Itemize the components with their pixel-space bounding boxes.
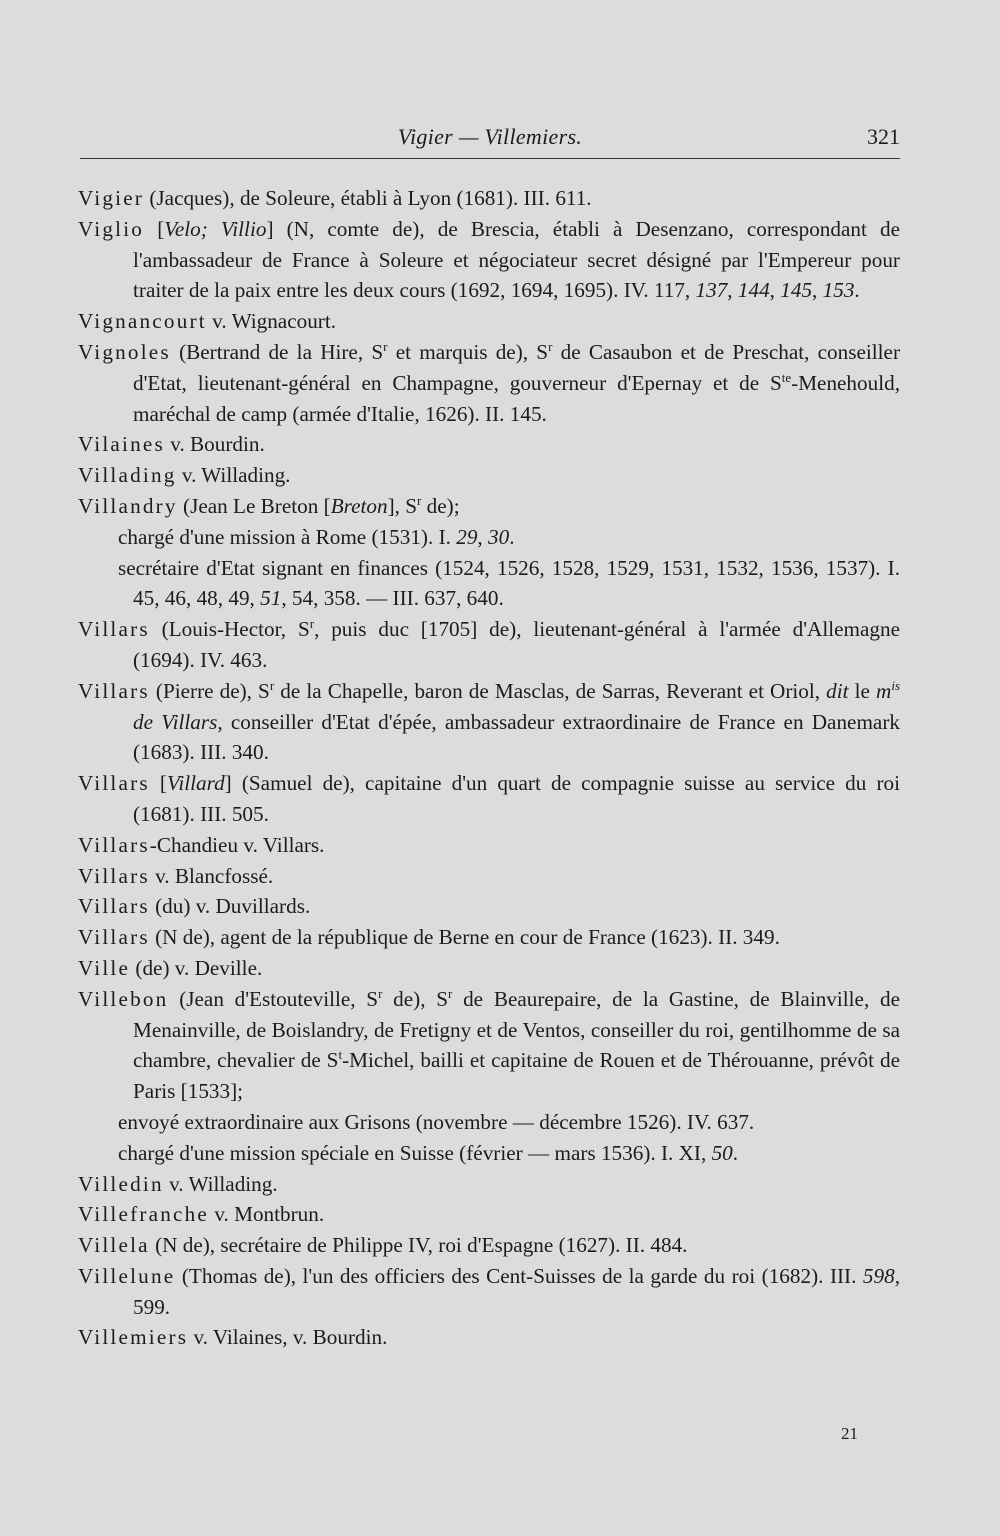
entry-text: (Jean d'Estouteville, $S^r$ de), $S^r$ de Beaurepaire, de la Gastine, de Blainville, de Menainville, de Boislandry, de Fretigny et de Ventos, conseiller du roi, gentilhomme de sa chambre, chevalier de $S^t$-Michel, bailli et capitaine de Rouen et de Thérouanne, prévôt de Paris [1533]; — [133, 985, 900, 1104]
entry-headword: Villandry — [78, 493, 178, 518]
index-entry — [78, 337, 900, 429]
index-entry — [78, 614, 900, 676]
index-entry — [78, 214, 900, 306]
entry-headword: Villefranche — [78, 1202, 210, 1227]
entry-text: [Villard] (Samuel de), capitaine d'un quart de compagnie suisse au service du roi (1681). III. 505. — [133, 771, 900, 826]
entry-text: (Thomas de), l'un des officiers des Cent-Suisses de la garde du roi (1682). III. 598, 599. — [133, 1263, 900, 1319]
index-entry — [78, 183, 900, 214]
index-entry — [78, 953, 900, 984]
index-entry — [78, 891, 900, 922]
page-number: 321 — [867, 124, 900, 149]
entry-text: secrétaire d'Etat signant en finances (1524, 1526, 1528, 1529, 1531, 1532, 1536, 1537). I. 45, 46, 48, 49, 51, 54, 358. — III. 637, 640. — [118, 555, 900, 611]
index-subentry — [78, 1107, 900, 1138]
entry-text: (du) v. Duvillards. — [149, 894, 311, 919]
entry-headword: Villebon — [78, 986, 169, 1011]
entry-text: (N de), secrétaire de Philippe IV, roi d'Espagne (1627). II. 484. — [149, 1233, 688, 1258]
index-entry — [78, 830, 900, 861]
index-entry — [78, 491, 900, 522]
index-entry — [78, 460, 900, 491]
entry-headword: Villedin — [78, 1171, 164, 1196]
index-entry — [78, 1230, 900, 1261]
index-entry — [78, 768, 900, 830]
entry-headword: Villars — [78, 925, 150, 950]
entry-text: -Chandieu v. Villars. — [149, 832, 325, 857]
entry-headword: Vignoles — [78, 339, 171, 364]
entry-text: (Bertrand de la Hire, $S^r$ et marquis de), $S^r$ de Casaubon et de Preschat, conseiller d'Etat, lieutenant-général en Champagne, gouverneur d'Epernay et de $S^{te}$-Menehould, maréchal de camp (armée d'Italie, 1626). II. 145. — [133, 338, 901, 426]
index-entry — [78, 984, 900, 1107]
entry-text: chargé d'une mission à Rome (1531). I. 29, 30. — [118, 524, 515, 549]
entry-text: (Pierre de), $S^r$ de la Chapelle, baron de Masclas, de Sarras, Reverant et Oriol, dit le $m^{is}$ de Villars, conseiller d'Etat d'épée, ambassadeur extraordinaire de France en Danemark (1683). III. 340. — [133, 677, 901, 765]
entry-headword: Villela — [78, 1233, 150, 1258]
index-subentry — [78, 1138, 900, 1169]
entry-text: (Jean Le Breton [Breton], $S^r$ de); — [177, 492, 460, 518]
index-entry — [78, 922, 900, 953]
entry-headword: Villading — [78, 463, 177, 488]
entry-headword: Villars — [78, 678, 150, 703]
entry-text: v. Wignacourt. — [206, 309, 337, 334]
entry-headword: Viglio — [78, 216, 145, 241]
index-entries — [78, 183, 900, 1353]
entry-text: envoyé extraordinaire aux Grisons (novembre — décembre 1526). IV. 637. — [118, 1109, 755, 1134]
entry-headword: Villars — [78, 863, 150, 888]
entry-text: (Louis-Hector, $S^r$, puis duc [1705] de), lieutenant-général à l'armée d'Allemagne (1694). IV. 463. — [133, 616, 901, 672]
entry-text: v. Vilaines, v. Bourdin. — [188, 1325, 388, 1350]
entry-text: (de) v. Deville. — [130, 955, 263, 980]
index-entry — [78, 861, 900, 892]
index-entry — [78, 1261, 900, 1323]
entry-text: v. Blancfossé. — [149, 863, 274, 888]
index-entry — [78, 306, 900, 337]
index-entry — [78, 429, 900, 460]
entry-headword: Villars — [78, 617, 150, 642]
entry-headword: Villars — [78, 832, 150, 857]
index-subentry — [78, 553, 900, 615]
running-header — [80, 124, 900, 159]
entry-text: [Velo; Villio] (N, comte de), de Brescia, établi à Desenzano, correspondant de l'ambassadeur de France à Soleure et négociateur secret désigné par l'Empereur pour traiter de la paix entre les deux cours (1692, 1694, 1695). IV. 117, 137, 144, 145, 153. — [133, 216, 900, 303]
entry-text: (N de), agent de la république de Berne en cour de France (1623). II. 349. — [149, 925, 780, 950]
entry-headword: Villemiers — [78, 1325, 189, 1350]
index-subentry — [78, 522, 900, 553]
entry-text: v. Bourdin. — [164, 432, 265, 457]
index-entry — [78, 676, 900, 768]
entry-text: (Jacques), de Soleure, établi à Lyon (1681). III. 611. — [144, 186, 592, 210]
running-title: Vigier — Villemiers. — [397, 124, 583, 149]
entry-headword: Vignancourt — [78, 309, 207, 334]
entry-text: v. Montbrun. — [209, 1202, 325, 1227]
index-entry — [78, 1199, 900, 1230]
entry-headword: Villars — [78, 771, 150, 796]
entry-text: chargé d'une mission spéciale en Suisse (février — mars 1536). I. XI, 50. — [118, 1140, 739, 1165]
entry-headword: Vilaines — [78, 432, 165, 457]
entry-text: v. Willading. — [163, 1171, 278, 1196]
entry-headword: Ville — [78, 955, 131, 980]
signature-number: 21 — [841, 1424, 858, 1443]
entry-text: v. Willading. — [176, 463, 291, 488]
entry-headword: Villars — [78, 894, 150, 919]
index-entry — [78, 1322, 900, 1353]
entry-headword: Villelune — [78, 1263, 176, 1288]
index-entry — [78, 1169, 900, 1200]
entry-headword: Vigier — [78, 186, 145, 210]
